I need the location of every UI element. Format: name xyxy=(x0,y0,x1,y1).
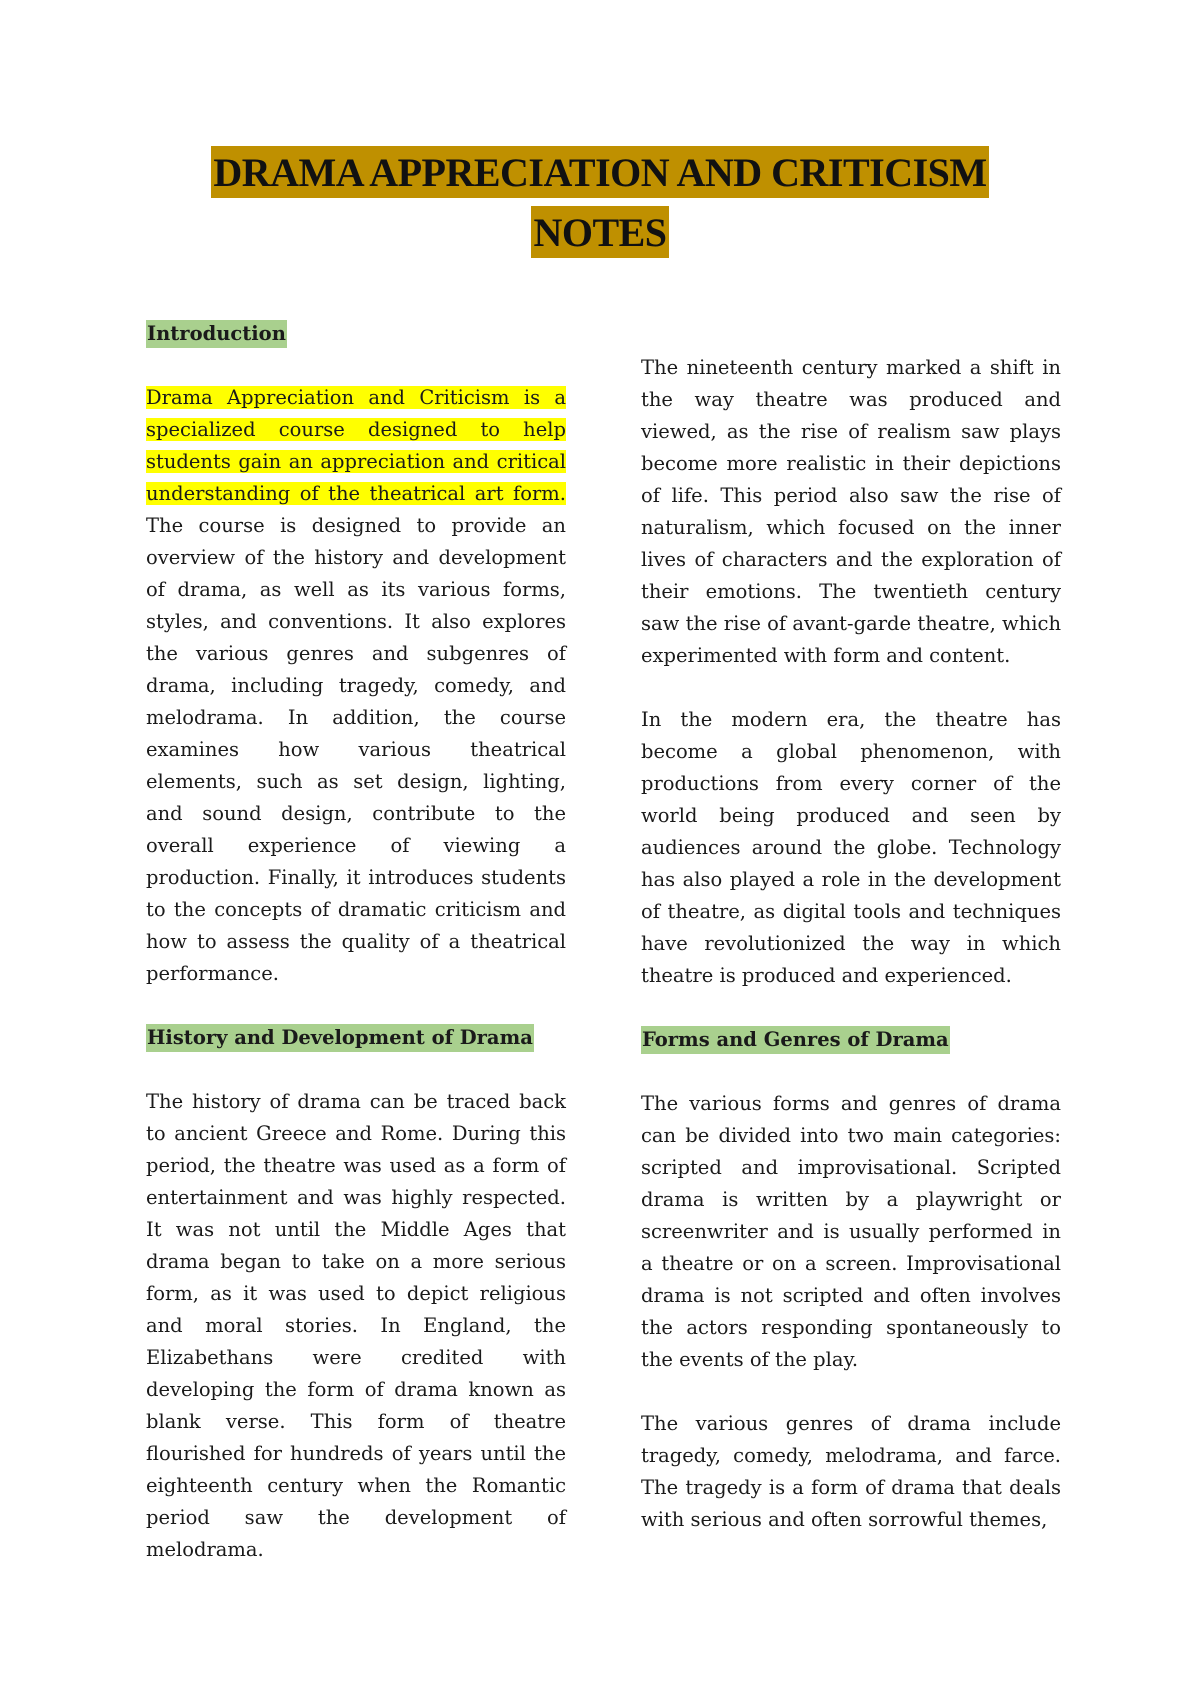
forms-genres-heading: Forms and Genres of Drama xyxy=(641,1026,950,1054)
introduction-text: The course is designed to provide an overview of the history and development of drama, as well as its various forms, styles, and conventions. It also explores the various genres and subgenres of drama, including tragedy, comedy, and melodrama. In addition, the course examines how various theatrical elements, such as set design, lighting, and sound design, contribute to the overall experience of viewing a production. Finally, it introduces students to the concepts of dramatic criticism and how to assess the quality of a theatrical performance. xyxy=(146,514,566,985)
history-heading: History and Development of Drama xyxy=(146,1024,534,1052)
history-paragraph: The history of drama can be traced back to ancient Greece and Rome. During this period, the theatre was used as a form of entertainment and was highly respected. It was not until the Middle Ages that drama began to take on a more serious form, as it was used to depict religious and moral stories. In England, the Elizabethans were credited with developing the form of drama known as blank verse. This form of theatre flourished for hundreds of years until the eighteenth century when the Romantic period saw the development of melodrama. xyxy=(146,1090,566,1561)
title-line-2: NOTES xyxy=(531,206,668,258)
title-line-1: DRAMA APPRECIATION AND CRITICISM xyxy=(211,146,988,198)
right-column xyxy=(641,352,1061,1568)
nineteenth-century-paragraph: The nineteenth century marked a shift in the way theatre was produced and viewed, as the rise of realism saw plays become more realistic in their depictions of life. This period also saw the rise of naturalism, which focused on the inner lives of characters and the exploration of their emotions. The twentieth century saw the rise of avant-garde theatre, which experimented with form and content. xyxy=(641,356,1061,667)
document-title xyxy=(0,146,1200,258)
introduction-heading: Introduction xyxy=(146,320,287,348)
highlighted-text: Drama Appreciation and Criticism is a specialized course designed to help students gain an appreciation and critical understanding of the theatrical art form. xyxy=(146,386,566,505)
genres-paragraph: The various genres of drama include tragedy, comedy, melodrama, and farce. The tragedy is a form of drama that deals with serious and often sorrowful themes, xyxy=(641,1412,1061,1531)
modern-era-paragraph: In the modern era, the theatre has become a global phenomenon, with productions from every corner of the world being produced and seen by audiences around the globe. Technology has also played a role in the development of theatre, as digital tools and techniques have revolutionized the way in which theatre is produced and experienced. xyxy=(641,708,1061,987)
forms-paragraph: The various forms and genres of drama can be divided into two main categories: scripted and improvisational. Scripted drama is written by a playwright or screenwriter and is usually performed in a theatre or on a screen. Improvisational drama is not scripted and often involves the actors responding spontaneously to the events of the play. xyxy=(641,1092,1061,1371)
introduction-paragraph xyxy=(146,382,566,990)
left-column xyxy=(146,318,566,1598)
